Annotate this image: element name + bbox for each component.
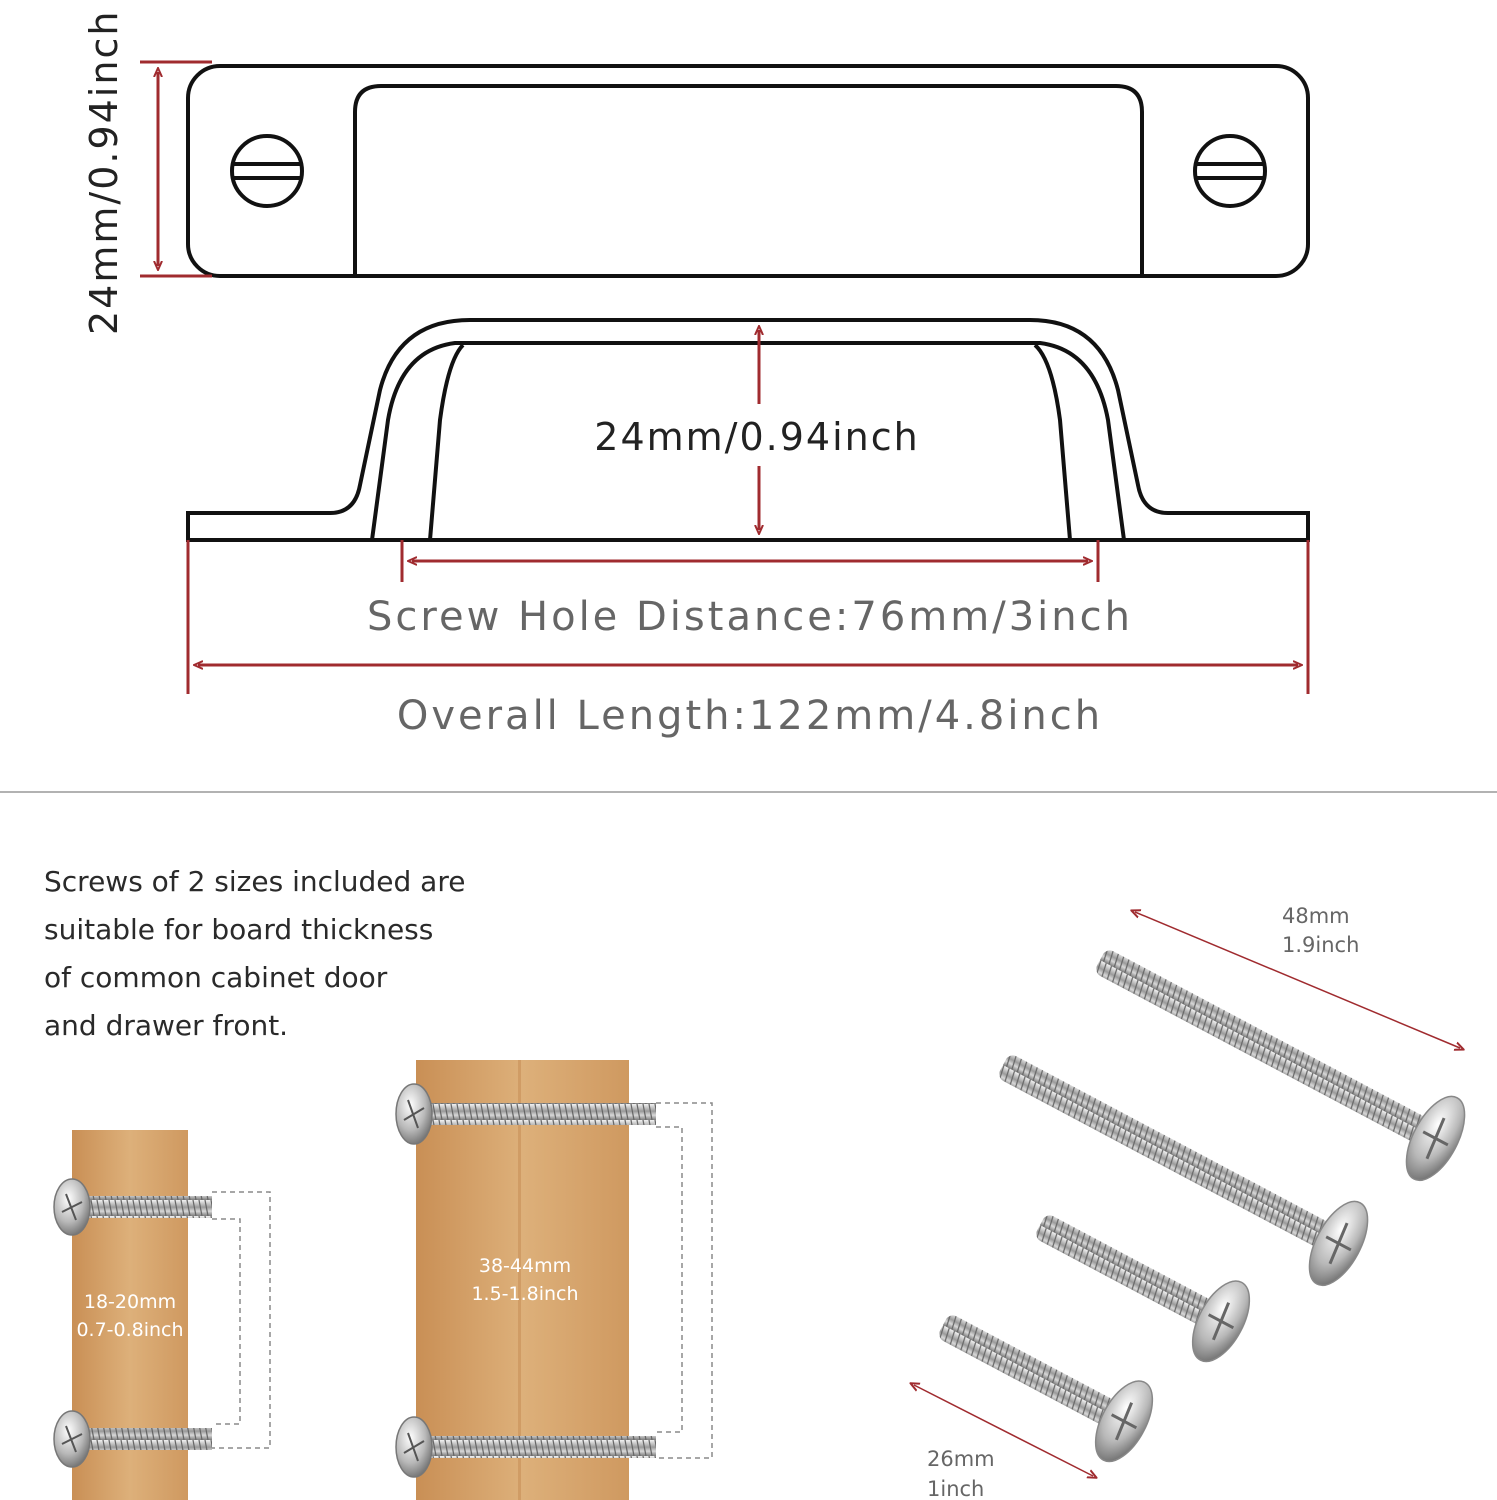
screw-slot-right-icon — [1195, 136, 1265, 206]
loose-screw-short-2 — [922, 1286, 1164, 1470]
overall-length-label: Overall Length:122mm/4.8inch — [396, 693, 1104, 739]
board-thick-inch: 1.5-1.8inch — [471, 1283, 579, 1305]
short-screw-inch: 1inch — [927, 1477, 985, 1500]
board-thin-inch: 0.7-0.8inch — [76, 1319, 184, 1341]
description-line: of common cabinet door — [44, 961, 388, 994]
board-thick — [396, 1060, 712, 1500]
screw-hole-dimension — [402, 540, 1098, 582]
description-line: and drawer front. — [44, 1009, 289, 1042]
height-side-label: 24mm/0.94inch — [82, 9, 126, 335]
board-thick-mm: 38-44mm — [478, 1255, 572, 1277]
board-thin — [54, 1130, 270, 1500]
board-thin-mm: 18-20mm — [83, 1291, 177, 1313]
description-line: suitable for board thickness — [44, 913, 434, 946]
screw-slot-left-icon — [232, 136, 302, 206]
long-screw-mm: 48mm — [1282, 904, 1350, 928]
loose-screw-short-1 — [1019, 1186, 1261, 1370]
long-screw-inch: 1.9inch — [1282, 933, 1360, 957]
handle-top-view — [188, 66, 1308, 276]
screw-description — [44, 858, 504, 1050]
screw-hole-distance-label: Screw Hole Distance:76mm/3inch — [367, 594, 1133, 640]
short-screw-mm: 26mm — [927, 1447, 995, 1471]
height-dimension-side — [140, 62, 212, 276]
description-line: Screws of 2 sizes included are — [44, 865, 466, 898]
height-front-label: 24mm/0.94inch — [594, 415, 920, 459]
loose-screws — [914, 904, 1477, 1500]
